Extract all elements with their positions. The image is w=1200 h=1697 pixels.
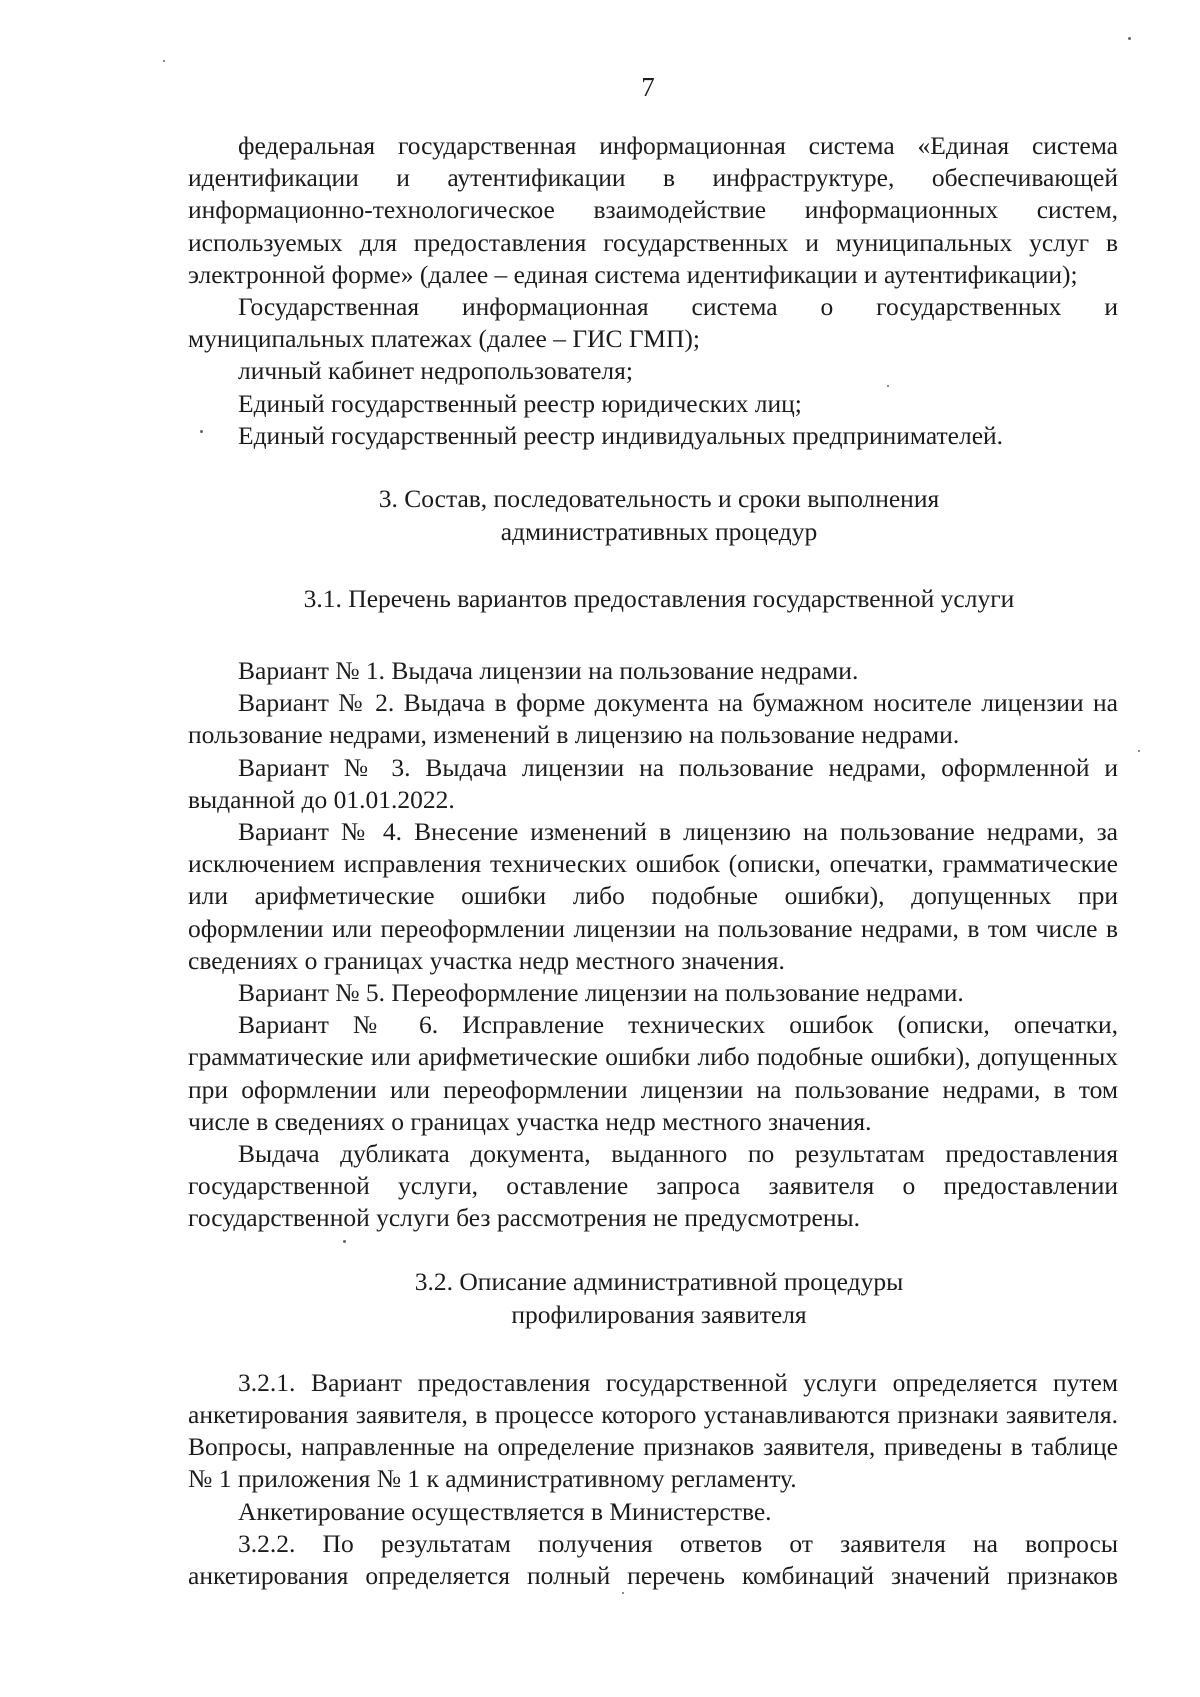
variant-4: Вариант № 4. Внесение изменений в лицензию на пользование недрами, за исключением исправления технических ошибок (описки, опечатки, грамматические или арифметические ошибки либо подобные ошибки), допущенных при оформлении или переоформлении лицензии на пользование недрами, в том числе в сведениях о границах участка недр местного значения. bbox=[188, 817, 1118, 975]
section-3-1-heading: 3.1. Перечень вариантов предоставления государственной услуги bbox=[303, 584, 1015, 614]
scan-speck bbox=[200, 430, 203, 433]
variant-2: Вариант № 2. Выдача в форме документа на бумажном носителе лицензии на пользование недрами, изменений в лицензию на пользование недрами. bbox=[188, 688, 1118, 750]
section-3-2-heading bbox=[188, 1265, 1118, 1331]
paragraph-survey: Анкетирование осуществляется в Министерстве. bbox=[238, 1496, 772, 1526]
page-number: 7 bbox=[641, 72, 655, 102]
paragraph-3-2-1: 3.2.1. Вариант предоставления государственной услуги определяется путем анкетирования заявителя, в процессе которого устанавливаются признаки заявителя. Вопросы, направленные на определение признаков заявителя, приведены в таблице № 1 приложения № 1 к административному регламенту. bbox=[188, 1367, 1118, 1494]
paragraph-3-2-2: 3.2.2. По результатам получения ответов от заявителя на вопросы анкетирования определяется полный перечень комбинаций значений признаков bbox=[188, 1528, 1118, 1590]
scan-speck bbox=[1128, 37, 1131, 40]
scan-speck bbox=[887, 385, 889, 387]
variant-3: Вариант № 3. Выдача лицензии на пользование недрами, оформленной и выданной до 01.01.2022. bbox=[188, 752, 1118, 814]
section-3-2-heading-line-2: профилирования заявителя bbox=[511, 1299, 807, 1329]
intro-paragraph-5: Единый государственный реестр индивидуальных предпринимателей. bbox=[238, 420, 1004, 450]
section-3-heading bbox=[188, 482, 1118, 548]
document-body bbox=[188, 130, 1118, 1592]
scan-speck bbox=[622, 1592, 624, 1594]
intro-paragraph-2: Государственная информационная система о государственных и муниципальных платежах (далее – ГИС ГМП); bbox=[188, 292, 1118, 354]
intro-paragraph-1: федеральная государственная информационная система «Единая система идентификации и аутентификации в инфраструктуре, обеспечивающей информационно-технологическое взаимодействие информационных систем, используемых для предоставления государственных и муниципальных услуг в электронной форме» (далее – единая система идентификации и аутентификации); bbox=[188, 131, 1118, 289]
variant-1: Вариант № 1. Выдача лицензии на пользование недрами. bbox=[238, 656, 859, 686]
section-3-2-heading-line-1: 3.2. Описание административной процедуры bbox=[414, 1266, 904, 1296]
scan-speck bbox=[1138, 750, 1140, 752]
duplicate-note: Выдача дубликата документа, выданного по результатам предоставления государственной услуги, оставление запроса заявителя о предоставлении государственной услуги без рассмотрения не предусмотрены. bbox=[188, 1139, 1118, 1233]
section-3-heading-line-2: административных процедур bbox=[500, 517, 818, 547]
scan-speck bbox=[163, 60, 165, 62]
section-3-heading-line-1: 3. Состав, последовательность и сроки выполнения bbox=[378, 484, 940, 514]
scan-speck bbox=[343, 1240, 346, 1243]
variant-6: Вариант № 6. Исправление технических ошибок (описки, опечатки, грамматические или арифметические ошибки либо подобные ошибки), допущенных при оформлении или переоформлении лицензии на пользование недрами, в том числе в сведениях о границах участка недр местного значения. bbox=[188, 1010, 1118, 1136]
intro-paragraph-4: Единый государственный реестр юридических лиц; bbox=[238, 388, 802, 418]
intro-paragraph-3: личный кабинет недропользователя; bbox=[238, 356, 633, 386]
variant-5: Вариант № 5. Переоформление лицензии на пользование недрами. bbox=[238, 978, 964, 1008]
